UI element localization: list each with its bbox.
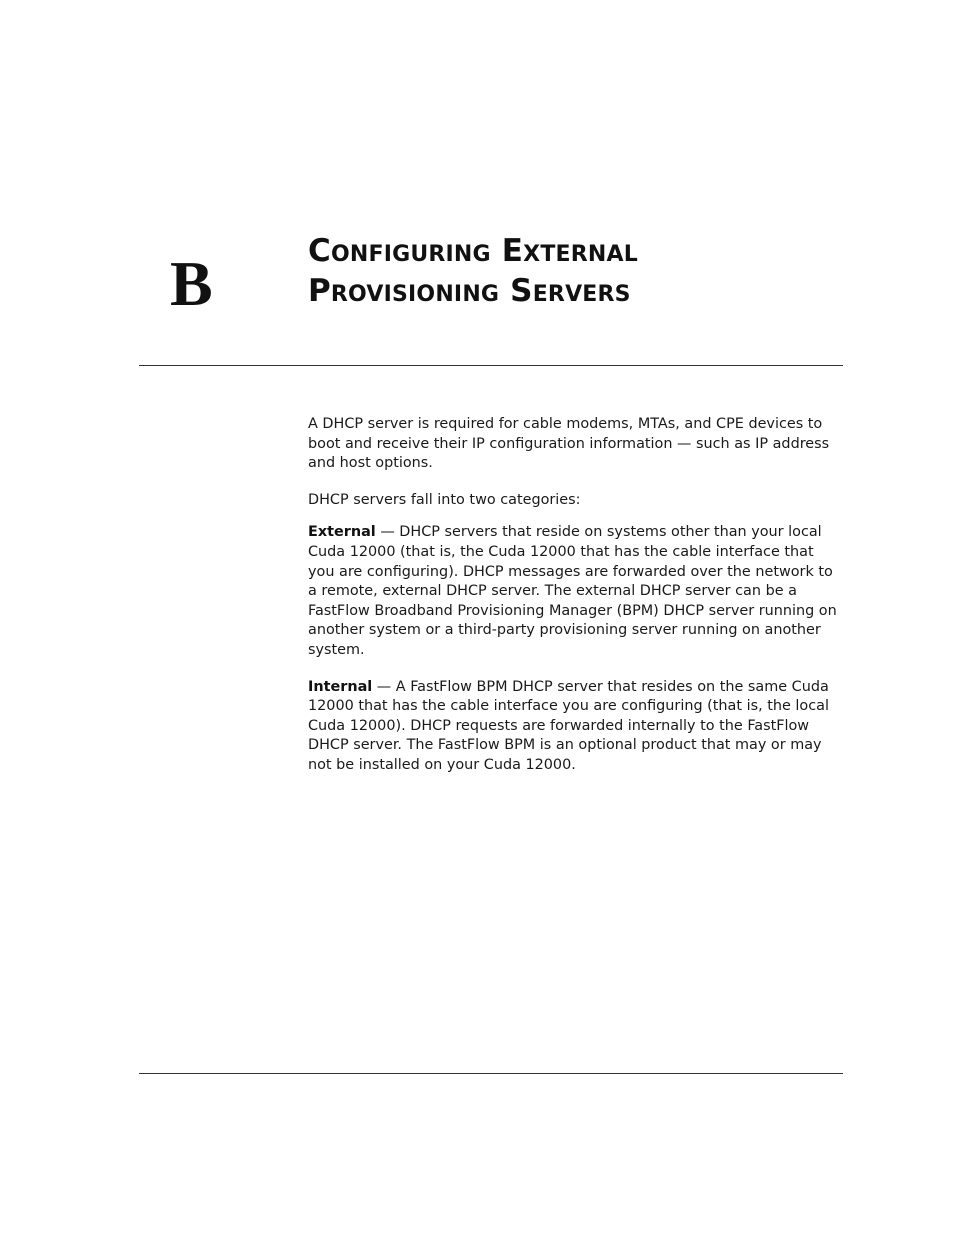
category-description: — DHCP servers that reside on systems other than your local Cuda 12000 (that is, the Cuda 12000 that has the cable interface that you are configuring). DHCP messages are forwarded over the network to a remote, external DHCP server. The external DHCP server can be a FastFlow Broadband Provisioning Manager (BPM) DHCP server running on another system or a third-party provisioning server running on another system. xyxy=(308,524,837,658)
bottom-divider xyxy=(139,1073,843,1074)
top-divider xyxy=(139,365,843,366)
category-term: Internal xyxy=(308,678,373,695)
chapter-letter: B xyxy=(170,248,213,319)
categories-intro: DHCP servers fall into two categories: xyxy=(308,491,581,508)
category-external xyxy=(308,523,844,660)
chapter-title-line-1: Configuring External xyxy=(308,233,638,269)
category-term: External xyxy=(308,524,376,541)
body-text xyxy=(308,415,844,793)
category-description: — A FastFlow BPM DHCP server that resides on the same Cuda 12000 that has the cable interface you are configuring (that is, the local Cuda 12000). DHCP requests are forwarded internally to the FastFlow DHCP server. The FastFlow BPM is an optional product that may or may not be installed on your Cuda 12000. xyxy=(308,678,829,773)
category-internal xyxy=(308,678,844,776)
chapter-title xyxy=(308,231,828,311)
chapter-title-line-2: Provisioning Servers xyxy=(308,273,631,309)
intro-paragraph: A DHCP server is required for cable modems, MTAs, and CPE devices to boot and receive their IP configuration information — such as IP address and host options. xyxy=(308,416,830,472)
